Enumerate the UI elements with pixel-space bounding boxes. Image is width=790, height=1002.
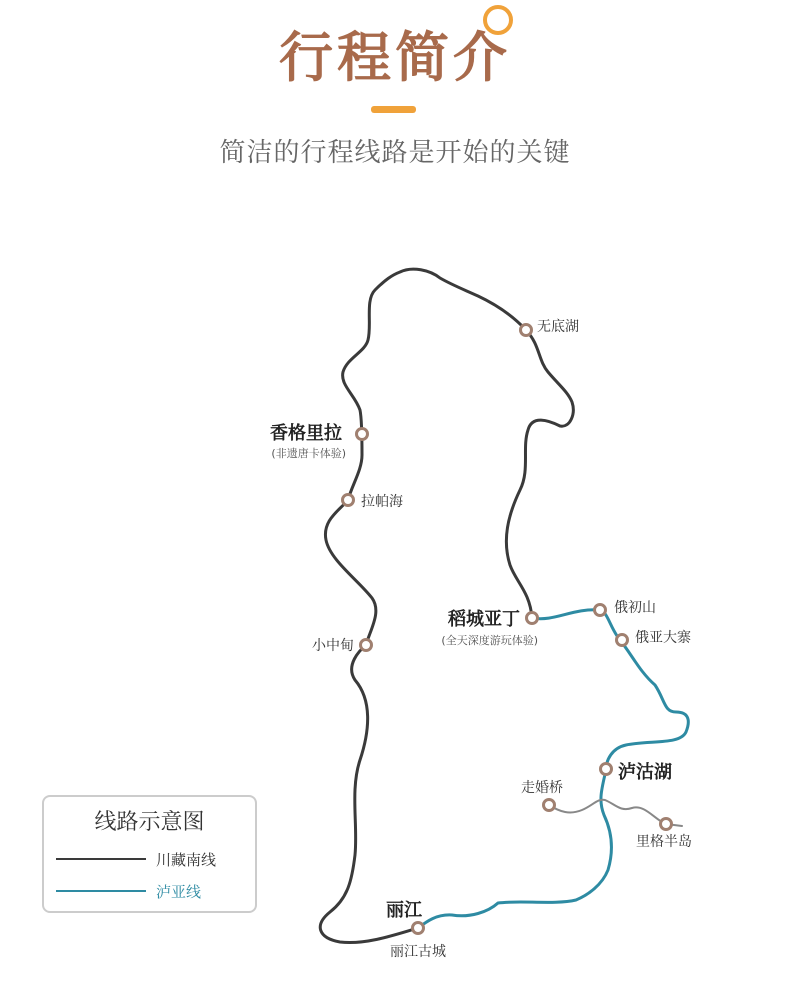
page-title: 行程简介 — [279, 25, 511, 89]
label-shangrila: 香格里拉 — [270, 423, 342, 444]
marker-zouhunqiao — [544, 800, 555, 811]
marker-wudihu — [521, 325, 532, 336]
label-zouhunqiao: 走婚桥 — [521, 780, 563, 796]
label-luguhu: 泸沽湖 — [618, 762, 672, 783]
label-wudihu: 无底湖 — [537, 319, 579, 335]
marker-daocheng — [527, 613, 538, 624]
legend-label-chuanzang: 川藏南线 — [156, 851, 217, 869]
marker-xiaozhongdian — [361, 640, 372, 651]
legend-item-luya — [56, 881, 251, 901]
label-eyadazhai: 俄亚大寨 — [635, 630, 691, 646]
legend-item-chuanzang — [56, 849, 251, 869]
label-lijiang: 丽江 — [386, 900, 422, 921]
marker-echushan — [595, 605, 606, 616]
page-subtitle: 简洁的行程线路是开始的关键 — [219, 138, 571, 168]
marker-lijiang — [413, 923, 424, 934]
label-daocheng: 稻城亚丁 — [448, 609, 520, 630]
marker-ligebandao — [661, 819, 672, 830]
route-chuanzang — [320, 269, 573, 942]
label-xiaozhongdian: 小中甸 — [312, 638, 354, 654]
label-ligebandao: 里格半岛 — [636, 834, 692, 850]
label-lapahai: 拉帕海 — [361, 494, 403, 510]
marker-shangrila — [357, 429, 368, 440]
map-legend — [42, 795, 257, 913]
label-lijiang-old-town: 丽江古城 — [390, 944, 446, 960]
legend-swatch-luya — [56, 890, 146, 892]
legend-title: 线路示意图 — [94, 810, 205, 835]
marker-eyadazhai — [617, 635, 628, 646]
legend-swatch-chuanzang — [56, 858, 146, 860]
legend-label-luya: 泸亚线 — [156, 883, 202, 901]
marker-lapahai — [343, 495, 354, 506]
label-daocheng-note: (全天深度游玩体验) — [441, 634, 538, 647]
label-echushan: 俄初山 — [614, 600, 656, 616]
label-shangrila-note: (非遗唐卡体验) — [271, 447, 346, 460]
marker-luguhu — [601, 764, 612, 775]
